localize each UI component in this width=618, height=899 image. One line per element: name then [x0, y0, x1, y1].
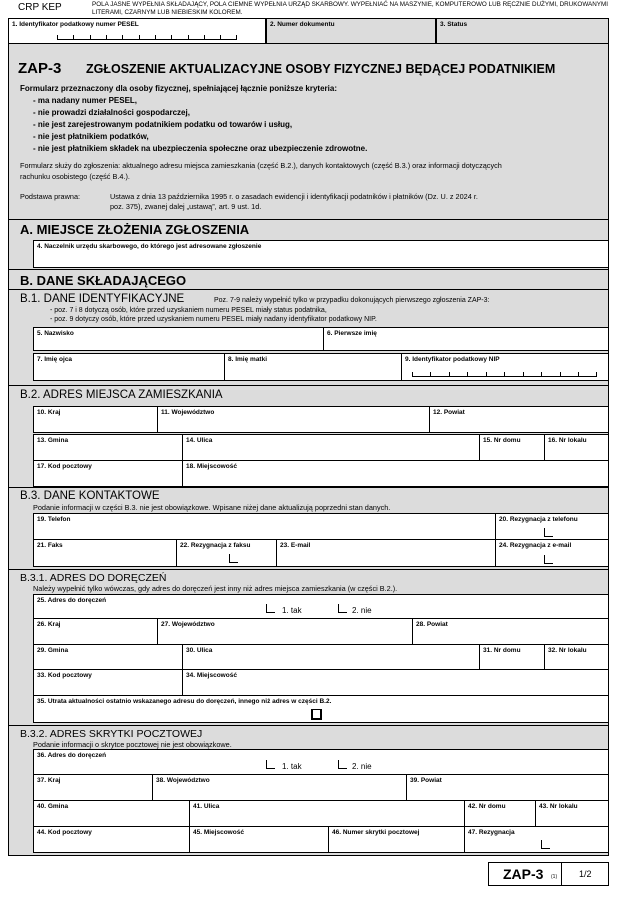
field-label: 19. Telefon — [37, 516, 71, 523]
postal-code-field[interactable] — [33, 460, 183, 487]
mother-name-field[interactable] — [224, 353, 402, 381]
country-field[interactable] — [33, 406, 158, 433]
field-label: 32. Nr lokalu — [548, 647, 587, 654]
field-label: 24. Rezygnacja z e-mail — [499, 542, 572, 549]
footer-divider — [561, 863, 562, 885]
field-label: 35. Utrata aktualności ostatnio wskazanego adresu do doręczeń, innego niż adres w części B.2. — [37, 698, 332, 705]
field-label: 25. Adres do doręczeń — [37, 597, 107, 604]
pobox-no-checkbox[interactable] — [338, 760, 347, 769]
delivery-city-field[interactable] — [182, 669, 609, 696]
criteria-3: - nie jest zarejestrowanym podatnikiem podatku od towarów i usług, — [33, 120, 293, 129]
field-label: 45. Miejscowość — [193, 829, 244, 836]
field-label: 4. Naczelnik urzędu skarbowego, do którego jest adresowane zgłoszenie — [37, 243, 262, 250]
field-label: 42. Nr domu — [468, 803, 506, 810]
form-title: ZGŁOSZENIE AKTUALIZACYJNE OSOBY FIZYCZNEJ BĘDĄCEJ PODATNIKIEM — [86, 62, 556, 76]
field-label: 1. Identyfikator podatkowy numer PESEL — [12, 21, 139, 28]
footer-box — [488, 862, 609, 886]
delivery-loss-field — [33, 695, 609, 723]
field-label: 47. Rezygnacja — [468, 829, 515, 836]
field-label: 7. Imię ojca — [37, 356, 73, 363]
field-label: 14. Ulica — [186, 437, 213, 444]
pobox-apartment-number-field[interactable] — [535, 800, 609, 827]
field-label: 29. Gmina — [37, 647, 69, 654]
field-label: 23. E-mail — [280, 542, 311, 549]
fax-field[interactable] — [33, 539, 177, 567]
form-title-code: ZAP-3 — [18, 60, 62, 77]
section-b1-note: Poz. 7-9 należy wypełnić tylko w przypadku dokonujących pierwszego zgłoszenia ZAP-3: — [214, 297, 490, 304]
field-label: 31. Nr domu — [483, 647, 521, 654]
field-label: 38. Województwo — [156, 777, 210, 784]
section-b31-note: Należy wypełnić tylko wówczas, gdy adres do doręczeń jest inny niż adres miejsca zamieszkania (w części B.2.). — [33, 584, 398, 593]
section-b31-heading: B.3.1. ADRES DO DORĘCZEŃ — [20, 572, 167, 584]
phone-resign-field — [495, 513, 609, 540]
option-yes-label: 1. tak — [282, 606, 302, 615]
section-b3-heading: B.3. DANE KONTAKTOWE — [20, 490, 160, 502]
nip-boxes — [412, 373, 597, 377]
field-label: 18. Miejscowość — [186, 463, 237, 470]
criteria-1: - ma nadany numer PESEL, — [33, 96, 138, 105]
option-yes-label: 1. tak — [282, 762, 302, 771]
field-label: 22. Rezygnacja z faksu — [180, 542, 251, 549]
field-label: 37. Kraj — [37, 777, 61, 784]
delivery-no-checkbox[interactable] — [338, 604, 347, 613]
pobox-yes-checkbox[interactable] — [266, 760, 275, 769]
email-field[interactable] — [276, 539, 496, 567]
pesel-field[interactable] — [8, 18, 266, 44]
fill-instructions: POLA JASNE WYPEŁNIA SKŁADAJĄCY, POLA CIEMNE WYPEŁNIA URZĄD SKARBOWY. WYPEŁNIAĆ NA MASZYNIE, KOMPUTEROWO LUB RĘCZNIE DUŻYMI, DRUKOWANYMI LITERAMI, CZARNYM LUB NIEBIESKIM KOLOREM. — [92, 1, 608, 16]
pobox-city-field[interactable] — [189, 826, 329, 853]
field-label: 44. Kod pocztowy — [37, 829, 92, 836]
pobox-house-number-field[interactable] — [464, 800, 536, 827]
delivery-street-field[interactable] — [182, 644, 480, 670]
pobox-country-field[interactable] — [33, 774, 153, 801]
city-field[interactable] — [182, 460, 609, 487]
pobox-postal-code-field[interactable] — [33, 826, 190, 853]
father-name-field[interactable] — [33, 353, 225, 381]
surname-field[interactable] — [33, 327, 324, 351]
option-no-label: 2. nie — [352, 762, 372, 771]
pobox-number-field[interactable] — [328, 826, 465, 853]
field-label: 20. Rezygnacja z telefonu — [499, 516, 578, 523]
tax-office-field[interactable] — [33, 240, 609, 268]
street-field[interactable] — [182, 434, 480, 461]
delivery-house-number-field[interactable] — [479, 644, 545, 670]
section-b-heading: B. DANE SKŁADAJĄCEGO — [20, 273, 187, 288]
intro-lead: Formularz przeznaczony dla osoby fizycznej, spełniającej łącznie poniższe kryteria: — [20, 84, 337, 93]
section-b1-heading: B.1. DANE IDENTYFIKACYJNE — [20, 293, 185, 305]
field-label: 33. Kod pocztowy — [37, 672, 92, 679]
section-b1-note-2: - poz. 7 i 8 dotyczą osób, które przed uzyskaniem numeru PESEL miały status podatnika, — [50, 307, 327, 314]
section-b1-note-3: - poz. 9 dotyczy osób, które przed uzyskaniem numeru PESEL miały nadany identyfikator podatkowy NIP. — [50, 316, 377, 323]
delivery-postal-code-field[interactable] — [33, 669, 183, 696]
section-b3-note: Podanie informacji w części B.3. nie jest obowiązkowe. Wpisane niżej dane aktualizują poprzedni stan danych. — [33, 503, 391, 512]
field-label: 21. Faks — [37, 542, 63, 549]
field-label: 30. Ulica — [186, 647, 213, 654]
field-label: 17. Kod pocztowy — [37, 463, 92, 470]
field-label: 15. Nr domu — [483, 437, 521, 444]
footer-form-code: ZAP-3 — [503, 866, 544, 882]
footer-page: 1/2 — [579, 869, 592, 879]
field-label: 5. Nazwisko — [37, 330, 74, 337]
field-label: 16. Nr lokalu — [548, 437, 587, 444]
field-label: 2. Numer dokumentu — [270, 21, 335, 28]
email-resign-field — [495, 539, 609, 567]
purpose-line-2: rachunku osobistego (część B.4.). — [20, 172, 130, 181]
criteria-2: - nie prowadzi działalności gospodarczej, — [33, 108, 190, 117]
field-label: 3. Status — [440, 21, 468, 28]
legal-line-2: poz. 375), zwanej dalej „ustawą”, art. 9 ust. 1d. — [110, 202, 262, 211]
house-number-field[interactable] — [479, 434, 545, 461]
phone-resign-checkbox[interactable] — [544, 528, 553, 537]
fax-resign-checkbox[interactable] — [229, 554, 238, 563]
delivery-county-field[interactable] — [412, 618, 609, 645]
apartment-number-field[interactable] — [544, 434, 609, 461]
field-label: 11. Województwo — [161, 409, 215, 416]
phone-field[interactable] — [33, 513, 496, 540]
option-no-label: 2. nie — [352, 606, 372, 615]
purpose-line-1: Formularz służy do zgłoszenia: aktualnego adresu miejsca zamieszkania (część B.2.), danych kontaktowych (część B.3.) oraz informacji dotyczących — [20, 161, 502, 170]
delivery-apartment-number-field[interactable] — [544, 644, 609, 670]
first-name-field[interactable] — [323, 327, 609, 351]
field-label: 27. Województwo — [161, 621, 215, 628]
field-label: 36. Adres do doręczeń — [37, 752, 107, 759]
fax-resign-field — [176, 539, 277, 567]
section-a-heading: A. MIEJSCE ZŁOŻENIA ZGŁOSZENIA — [20, 222, 250, 237]
delivery-loss-checkbox[interactable] — [311, 709, 322, 720]
field-label: 10. Kraj — [37, 409, 61, 416]
field-label: 39. Powiat — [410, 777, 442, 784]
form-code: CRP KEP — [18, 2, 62, 13]
delivery-municipality-field[interactable] — [33, 644, 183, 670]
field-label: 9. Identyfikator podatkowy NIP — [405, 356, 500, 363]
field-label: 12. Powiat — [433, 409, 465, 416]
delivery-voivodeship-field[interactable] — [157, 618, 413, 645]
county-field[interactable] — [429, 406, 609, 433]
status-field — [436, 18, 609, 44]
pobox-resign-field — [464, 826, 609, 853]
field-label: 41. Ulica — [193, 803, 220, 810]
section-b2-heading: B.2. ADRES MIEJSCA ZAMIESZKANIA — [20, 389, 223, 401]
field-label: 46. Numer skrytki pocztowej — [332, 829, 420, 836]
email-resign-checkbox[interactable] — [544, 555, 553, 564]
field-label: 13. Gmina — [37, 437, 69, 444]
legal-line-1: Ustawa z dnia 13 października 1995 r. o zasadach ewidencji i identyfikacji podatników i płatników (Dz. U. z 2024 r. — [110, 192, 478, 201]
section-b32-heading: B.3.2. ADRES SKRYTKI POCZTOWEJ — [20, 728, 203, 740]
footer-version: (1) — [551, 874, 558, 880]
field-label: 43. Nr lokalu — [539, 803, 578, 810]
pobox-street-field[interactable] — [189, 800, 465, 827]
field-label: 40. Gmina — [37, 803, 69, 810]
field-label: 28. Powiat — [416, 621, 448, 628]
delivery-address-field — [33, 594, 609, 619]
pesel-boxes — [57, 36, 237, 40]
document-number-field — [266, 18, 436, 44]
field-label: 34. Miejscowość — [186, 672, 237, 679]
pobox-resign-checkbox[interactable] — [541, 840, 550, 849]
nip-field[interactable] — [401, 353, 609, 381]
legal-label: Podstawa prawna: — [20, 192, 81, 201]
pobox-voivodeship-field[interactable] — [152, 774, 407, 801]
delivery-yes-checkbox[interactable] — [266, 604, 275, 613]
criteria-5: - nie jest płatnikiem składek na ubezpieczenia społeczne oraz ubezpieczenie zdrowotne. — [33, 144, 368, 153]
pobox-address-field — [33, 749, 609, 775]
pobox-county-field[interactable] — [406, 774, 609, 801]
section-b32-note: Podanie informacji o skrytce pocztowej nie jest obowiązkowe. — [33, 740, 232, 749]
pobox-municipality-field[interactable] — [33, 800, 190, 827]
criteria-4: - nie jest płatnikiem podatków, — [33, 132, 149, 141]
field-label: 8. Imię matki — [228, 356, 268, 363]
field-label: 26. Kraj — [37, 621, 61, 628]
field-label: 6. Pierwsze imię — [327, 330, 377, 337]
delivery-country-field[interactable] — [33, 618, 158, 645]
voivodeship-field[interactable] — [157, 406, 430, 433]
municipality-field[interactable] — [33, 434, 183, 461]
